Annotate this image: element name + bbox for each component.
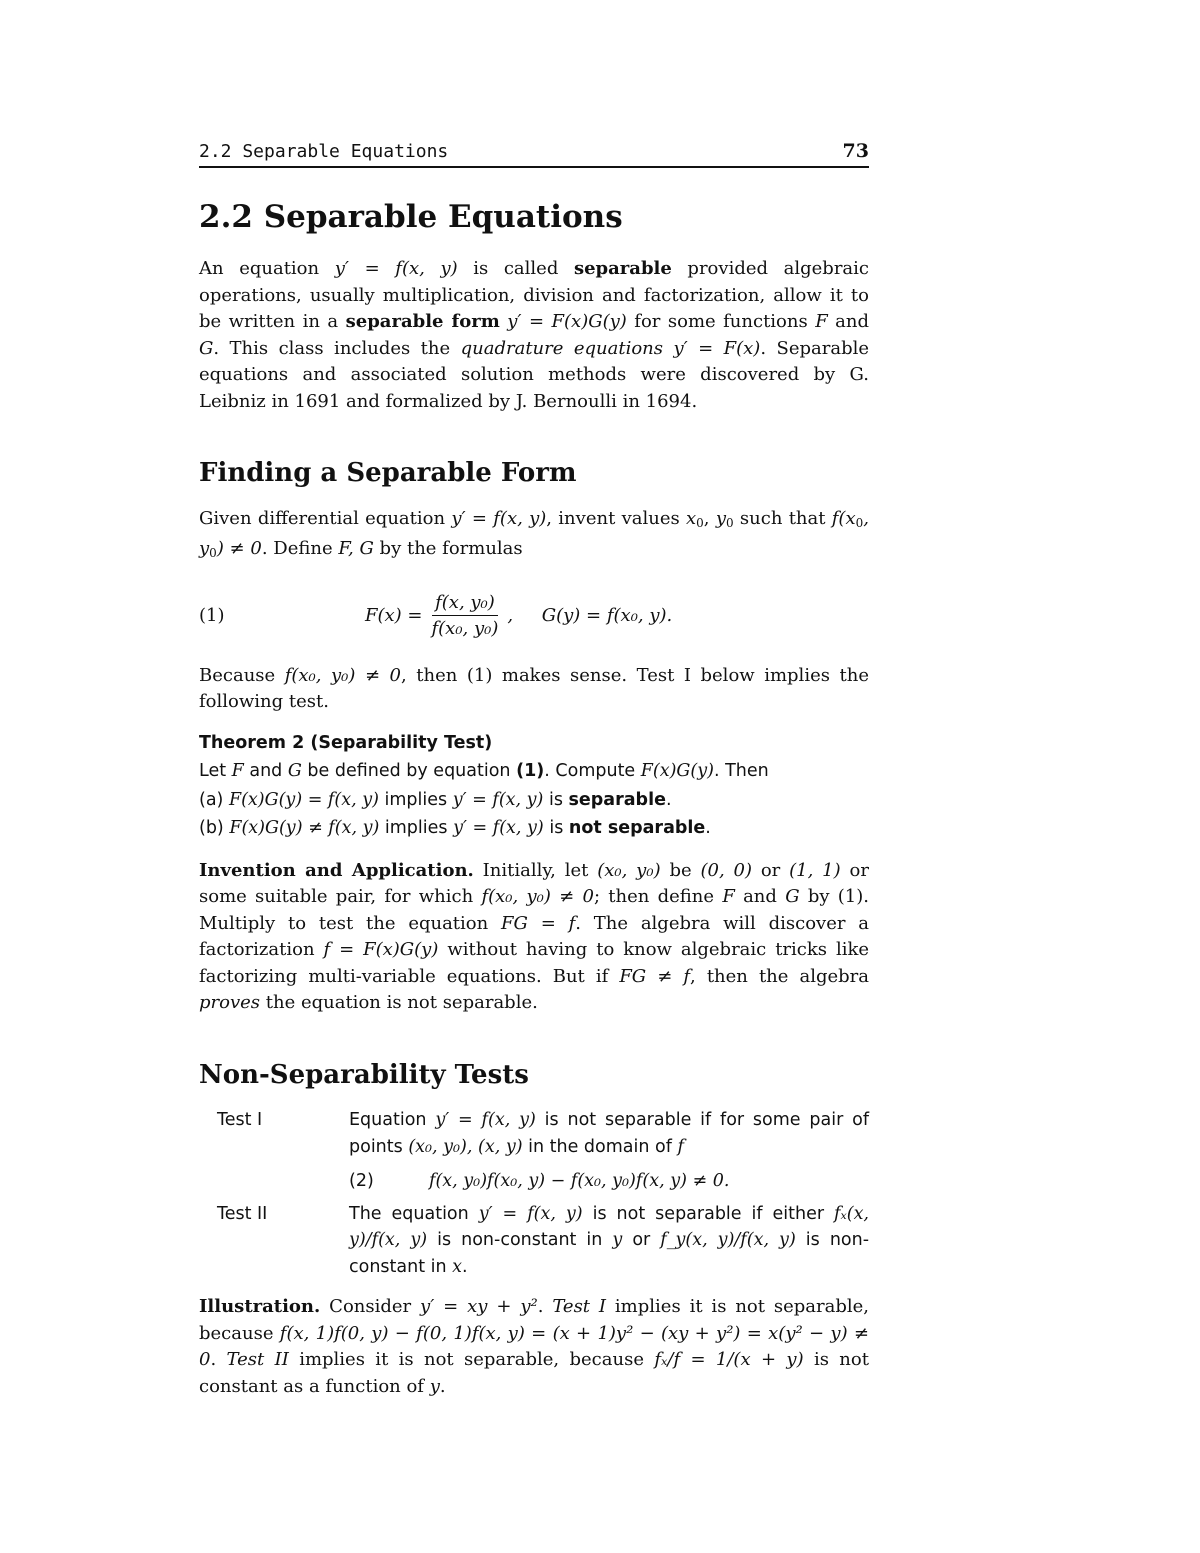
heading-non-separability-tests: Non-Separability Tests <box>199 1059 529 1090</box>
equation-1 <box>199 581 869 651</box>
equation-1-lhs: F(x) = <box>365 605 423 627</box>
illustration-paragraph: Illustration. Consider y′ = xy + y². Test I implies it is not separable, because f(x, 1)f(0, y) − f(0, 1)f(x, y) = (x + 1)y² − (xy + y²) = x(y² − y) ≠ 0. Test II implies it is not separable, because fₓ/f = 1/(x + y) is not constant as a function of y. <box>199 1296 869 1397</box>
test-1-label: Test I <box>217 1110 263 1131</box>
equation-2-label: (2) <box>349 1171 374 1192</box>
equation-2 <box>349 1168 869 1195</box>
because-paragraph: Because f(x₀, y₀) ≠ 0, then (1) makes sense. Test I below implies the following test. <box>199 664 869 713</box>
term-separable-form: separable form <box>345 311 500 333</box>
equation-1-label: (1) <box>199 605 225 627</box>
equation-2-body: f(x, y₀)f(x₀, y) − f(x₀, y₀)f(x, y) ≠ 0. <box>429 1171 730 1192</box>
theorem-statement: Let F and G be defined by equation (1). Compute F(x)G(y). Then <box>199 761 769 782</box>
term-separable: separable <box>573 258 672 280</box>
intro-paragraph: An equation y′ = f(x, y) is called separable provided algebraic operations, usually multiplication, division and factorization, allow it to be written in a separable form y′ = F(x)G(y) for some functions F and G. This class includes the quadrature equations y′ = F(x). Separable equations and associated solution methods were discovered by G. Leibniz in 1691 and formalized by J. Bernoulli in 1694. <box>199 258 870 412</box>
theorem-part-a: (a) F(x)G(y) = f(x, y) implies y′ = f(x, y) is separable. <box>199 789 672 810</box>
page-number: 73 <box>842 140 869 162</box>
theorem-title: Theorem 2 (Separability Test) <box>199 732 493 753</box>
equation-1-rhs: , G(y) = f(x₀, y). <box>507 605 673 627</box>
tests-table <box>217 1107 869 1280</box>
running-head <box>199 140 869 168</box>
equation-1-denominator: f(x₀, y₀) <box>431 618 499 640</box>
section-title: 2.2 Separable Equations <box>199 199 623 235</box>
page <box>199 140 869 1400</box>
equation-1-fraction <box>429 592 502 639</box>
invention-lead: Invention and Application. <box>199 859 474 881</box>
theorem-part-b: (b) F(x)G(y) ≠ f(x, y) implies y′ = f(x, y) is not separable. <box>199 818 711 839</box>
theorem-block <box>199 730 869 842</box>
running-head-section: 2.2 Separable Equations <box>199 141 449 162</box>
test-2-text: The equation y′ = f(x, y) is not separable if either fₓ(x, y)/f(x, y) is non-constant in y or f_y(x, y)/f(x, y) is non-constant in x. <box>349 1203 870 1277</box>
equation-1-numerator: f(x, y₀) <box>432 592 498 616</box>
illustration-lead: Illustration. <box>199 1296 321 1318</box>
test-2-label: Test II <box>217 1203 268 1224</box>
test-1-text: Equation y′ = f(x, y) is not separable if for some pair of points (x₀, y₀), (x, y) in the domain of f (2) f(x, y₀)f(x₀, y) − f(x₀, y₀)f(x, y) ≠ 0. <box>349 1107 869 1201</box>
term-quadrature: quadrature equations <box>460 337 663 359</box>
finding-paragraph: Given differential equation y′ = f(x, y), invent values $x_0$, $y_0$ such that $f(x_0$, $y_0) \ne 0$. Define F, G by the formulas <box>199 507 869 561</box>
heading-finding-separable-form: Finding a Separable Form <box>199 458 577 489</box>
invention-paragraph: Invention and Application. Initially, let (x₀, y₀) be (0, 0) or (1, 1) or some suitable pair, for which f(x₀, y₀) ≠ 0; then define F and G by (1). Multiply to test the equation FG = f. The algebra will discover a factorization f = F(x)G(y) without having to know algebraic tricks like factorizing multi-variable equations. But if FG ≠ f, then the algebra proves the equation is not separable. <box>199 859 870 1014</box>
